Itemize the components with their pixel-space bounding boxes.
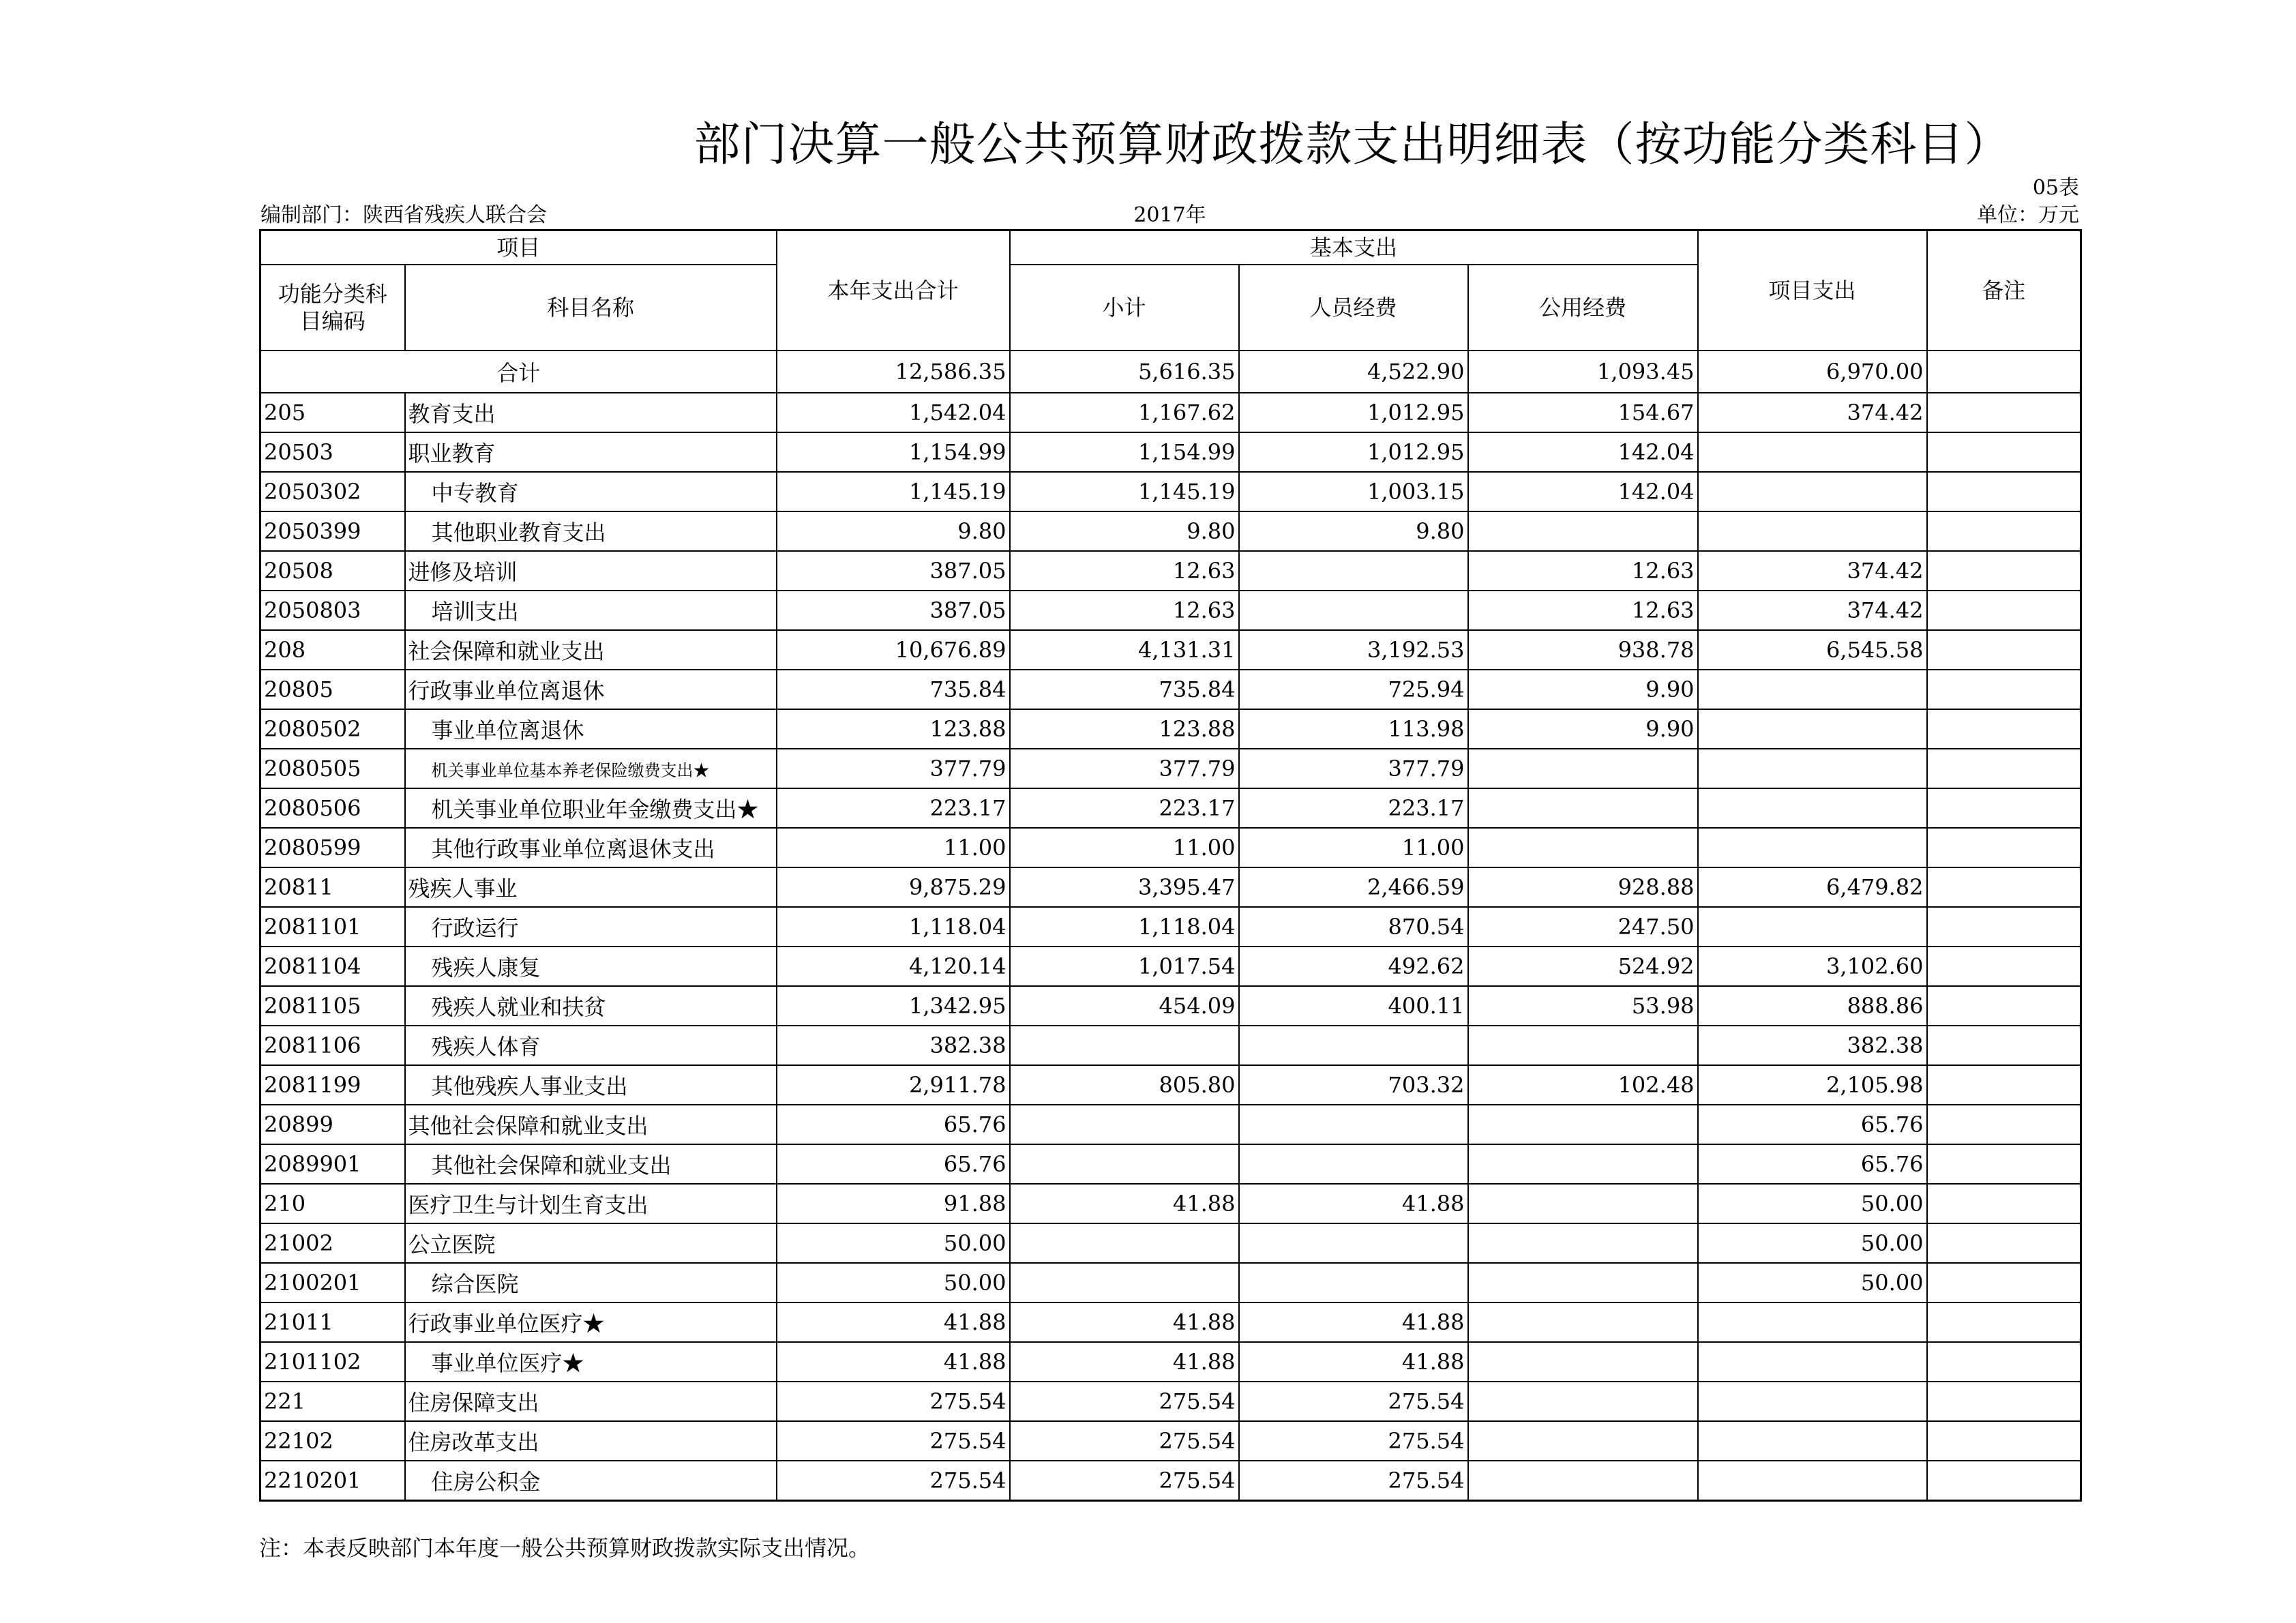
cell-project-exp: 6,545.58 bbox=[1698, 630, 1927, 670]
cell-total: 735.84 bbox=[777, 670, 1010, 709]
table-row bbox=[260, 1184, 2081, 1223]
header-basic: 基本支出 bbox=[1010, 230, 1698, 265]
cell-code: 2081104 bbox=[260, 947, 405, 986]
cell-project-exp: 374.42 bbox=[1698, 551, 1927, 591]
cell-public bbox=[1468, 1105, 1698, 1144]
cell-name: 中专教育 bbox=[405, 472, 777, 511]
cell-public bbox=[1468, 1421, 1698, 1461]
cell-public: 9.90 bbox=[1468, 670, 1698, 709]
cell-remark bbox=[1927, 393, 2081, 432]
cell-subtotal: 1,145.19 bbox=[1010, 472, 1239, 511]
cell-name: 事业单位医疗★ bbox=[405, 1342, 777, 1382]
table-row bbox=[260, 670, 2081, 709]
cell-personnel bbox=[1239, 1144, 1468, 1184]
cell-name: 培训支出 bbox=[405, 591, 777, 630]
cell-name: 社会保障和就业支出 bbox=[405, 630, 777, 670]
cell-subtotal: 735.84 bbox=[1010, 670, 1239, 709]
cell-subtotal bbox=[1010, 1144, 1239, 1184]
cell-project-exp: 65.76 bbox=[1698, 1105, 1927, 1144]
table-row bbox=[260, 1065, 2081, 1105]
cell-subtotal: 41.88 bbox=[1010, 1342, 1239, 1382]
cell-public bbox=[1468, 1263, 1698, 1302]
cell-subtotal bbox=[1010, 1223, 1239, 1263]
cell-code: 2080599 bbox=[260, 828, 405, 867]
cell-name: 行政事业单位离退休 bbox=[405, 670, 777, 709]
cell-name: 机关事业单位基本养老保险缴费支出★ bbox=[405, 749, 777, 788]
cell-code: 2050302 bbox=[260, 472, 405, 511]
cell-total: 1,145.19 bbox=[777, 472, 1010, 511]
cell-code: 20811 bbox=[260, 867, 405, 907]
cell-public bbox=[1468, 1461, 1698, 1501]
cell-code: 20508 bbox=[260, 551, 405, 591]
cell-name: 其他职业教育支出 bbox=[405, 511, 777, 551]
cell-total: 2,911.78 bbox=[777, 1065, 1010, 1105]
cell-remark bbox=[1927, 1105, 2081, 1144]
cell-public: 12.63 bbox=[1468, 551, 1698, 591]
cell-remark bbox=[1927, 986, 2081, 1026]
cell-subtotal: 41.88 bbox=[1010, 1184, 1239, 1223]
cell-public bbox=[1468, 1302, 1698, 1342]
cell-personnel: 223.17 bbox=[1239, 788, 1468, 828]
cell-total: 1,154.99 bbox=[777, 432, 1010, 472]
cell-name: 职业教育 bbox=[405, 432, 777, 472]
header-total: 本年支出合计 bbox=[777, 230, 1010, 351]
cell-subtotal: 11.00 bbox=[1010, 828, 1239, 867]
cell-code: 2081106 bbox=[260, 1026, 405, 1065]
table-row bbox=[260, 1263, 2081, 1302]
cell-code: 205 bbox=[260, 393, 405, 432]
cell-code: 2080506 bbox=[260, 788, 405, 828]
cell-name: 机关事业单位职业年金缴费支出★ bbox=[405, 788, 777, 828]
table-row bbox=[260, 432, 2081, 472]
cell-personnel: 725.94 bbox=[1239, 670, 1468, 709]
cell-public bbox=[1468, 749, 1698, 788]
cell-name: 行政运行 bbox=[405, 907, 777, 947]
table-row bbox=[260, 1302, 2081, 1342]
cell-code: 20899 bbox=[260, 1105, 405, 1144]
cell-name: 行政事业单位医疗★ bbox=[405, 1302, 777, 1342]
table-row bbox=[260, 472, 2081, 511]
cell-project-exp: 888.86 bbox=[1698, 986, 1927, 1026]
cell-public bbox=[1468, 1144, 1698, 1184]
year-label: 2017年 bbox=[1133, 203, 1206, 227]
table-number: 05表 bbox=[2032, 176, 2079, 200]
cell-personnel bbox=[1239, 1026, 1468, 1065]
header-subtotal: 小计 bbox=[1010, 265, 1239, 351]
cell-project-exp bbox=[1698, 1342, 1927, 1382]
cell-remark bbox=[1927, 551, 2081, 591]
cell-total: 387.05 bbox=[777, 591, 1010, 630]
cell-code: 22102 bbox=[260, 1421, 405, 1461]
cell-subtotal: 1,154.99 bbox=[1010, 432, 1239, 472]
cell-public bbox=[1468, 1223, 1698, 1263]
cell-subtotal: 41.88 bbox=[1010, 1302, 1239, 1342]
table-row bbox=[260, 828, 2081, 867]
cell-subtotal: 3,395.47 bbox=[1010, 867, 1239, 907]
cell-total: 65.76 bbox=[777, 1144, 1010, 1184]
table-row bbox=[260, 709, 2081, 749]
cell-code: 2101102 bbox=[260, 1342, 405, 1382]
cell-public bbox=[1468, 828, 1698, 867]
cell-subtotal: 12.63 bbox=[1010, 591, 1239, 630]
cell-code: 208 bbox=[260, 630, 405, 670]
cell-personnel: 9.80 bbox=[1239, 511, 1468, 551]
table-row bbox=[260, 749, 2081, 788]
table-row bbox=[260, 1461, 2081, 1501]
cell-personnel: 1,012.95 bbox=[1239, 432, 1468, 472]
header-name: 科目名称 bbox=[405, 265, 777, 351]
header-project: 项目 bbox=[260, 230, 777, 265]
cell-total: 275.54 bbox=[777, 1382, 1010, 1421]
cell-personnel: 11.00 bbox=[1239, 828, 1468, 867]
cell-name: 残疾人康复 bbox=[405, 947, 777, 986]
cell-remark bbox=[1927, 1184, 2081, 1223]
cell-project-exp bbox=[1698, 709, 1927, 749]
cell-project-exp: 3,102.60 bbox=[1698, 947, 1927, 986]
cell-public bbox=[1468, 511, 1698, 551]
cell-name: 其他残疾人事业支出 bbox=[405, 1065, 777, 1105]
cell-total: 11.00 bbox=[777, 828, 1010, 867]
cell-subtotal: 223.17 bbox=[1010, 788, 1239, 828]
cell-subtotal: 454.09 bbox=[1010, 986, 1239, 1026]
cell-subtotal bbox=[1010, 1263, 1239, 1302]
cell-code: 21002 bbox=[260, 1223, 405, 1263]
table-row bbox=[260, 986, 2081, 1026]
cell-name: 残疾人就业和扶贫 bbox=[405, 986, 777, 1026]
cell-public: 247.50 bbox=[1468, 907, 1698, 947]
cell-remark bbox=[1927, 1302, 2081, 1342]
cell-project-exp bbox=[1698, 670, 1927, 709]
cell-total: 387.05 bbox=[777, 551, 1010, 591]
cell-total: 9.80 bbox=[777, 511, 1010, 551]
cell-total: 1,342.95 bbox=[777, 986, 1010, 1026]
cell-subtotal: 1,167.62 bbox=[1010, 393, 1239, 432]
cell-remark bbox=[1927, 1144, 2081, 1184]
cell-total: 50.00 bbox=[777, 1263, 1010, 1302]
cell-code: 21011 bbox=[260, 1302, 405, 1342]
cell-personnel: 41.88 bbox=[1239, 1184, 1468, 1223]
cell-project-exp: 374.42 bbox=[1698, 591, 1927, 630]
cell-project-exp: 2,105.98 bbox=[1698, 1065, 1927, 1105]
cell-subtotal: 123.88 bbox=[1010, 709, 1239, 749]
cell-code: 20503 bbox=[260, 432, 405, 472]
cell-personnel bbox=[1239, 591, 1468, 630]
cell-public: 938.78 bbox=[1468, 630, 1698, 670]
cell-remark bbox=[1927, 749, 2081, 788]
table-row bbox=[260, 1342, 2081, 1382]
cell-personnel: 41.88 bbox=[1239, 1302, 1468, 1342]
table-row bbox=[260, 630, 2081, 670]
cell-subtotal: 275.54 bbox=[1010, 1461, 1239, 1501]
cell-public: 142.04 bbox=[1468, 432, 1698, 472]
cell-public bbox=[1468, 1342, 1698, 1382]
cell-public bbox=[1468, 1184, 1698, 1223]
cell-name: 其他社会保障和就业支出 bbox=[405, 1144, 777, 1184]
meta-line bbox=[260, 202, 2079, 229]
cell-public: 142.04 bbox=[1468, 472, 1698, 511]
cell-personnel: 275.54 bbox=[1239, 1461, 1468, 1501]
cell-code: 2050803 bbox=[260, 591, 405, 630]
cell-total: 9,875.29 bbox=[777, 867, 1010, 907]
cell-subtotal: 1,118.04 bbox=[1010, 907, 1239, 947]
cell-code: 2080505 bbox=[260, 749, 405, 788]
cell-subtotal: 805.80 bbox=[1010, 1065, 1239, 1105]
cell-name: 住房改革支出 bbox=[405, 1421, 777, 1461]
cell-total: 50.00 bbox=[777, 1223, 1010, 1263]
cell-project-exp bbox=[1698, 1302, 1927, 1342]
cell-name: 医疗卫生与计划生育支出 bbox=[405, 1184, 777, 1223]
cell-subtotal: 9.80 bbox=[1010, 511, 1239, 551]
cell-subtotal: 1,017.54 bbox=[1010, 947, 1239, 986]
cell-code: 2100201 bbox=[260, 1263, 405, 1302]
cell-total: 377.79 bbox=[777, 749, 1010, 788]
cell-name: 其他行政事业单位离退休支出 bbox=[405, 828, 777, 867]
unit-label: 单位：万元 bbox=[1977, 203, 2079, 227]
header-remark: 备注 bbox=[1927, 230, 2081, 351]
total-project-exp: 6,970.00 bbox=[1698, 351, 1927, 393]
cell-project-exp bbox=[1698, 907, 1927, 947]
cell-remark bbox=[1927, 1421, 2081, 1461]
cell-project-exp: 382.38 bbox=[1698, 1026, 1927, 1065]
cell-code: 2081199 bbox=[260, 1065, 405, 1105]
cell-project-exp bbox=[1698, 1421, 1927, 1461]
cell-public: 12.63 bbox=[1468, 591, 1698, 630]
cell-project-exp bbox=[1698, 828, 1927, 867]
cell-total: 382.38 bbox=[777, 1026, 1010, 1065]
total-label: 合计 bbox=[260, 351, 777, 393]
cell-name: 住房公积金 bbox=[405, 1461, 777, 1501]
cell-name: 公立医院 bbox=[405, 1223, 777, 1263]
header-project-exp: 项目支出 bbox=[1698, 230, 1927, 351]
cell-remark bbox=[1927, 828, 2081, 867]
cell-name: 综合医院 bbox=[405, 1263, 777, 1302]
cell-code: 2210201 bbox=[260, 1461, 405, 1501]
total-total: 12,586.35 bbox=[777, 351, 1010, 393]
cell-personnel: 41.88 bbox=[1239, 1342, 1468, 1382]
page-title: 部门决算一般公共预算财政拨款支出明细表（按功能分类科目） bbox=[694, 118, 2012, 172]
cell-remark bbox=[1927, 591, 2081, 630]
table-row bbox=[260, 1105, 2081, 1144]
table-row bbox=[260, 867, 2081, 907]
cell-project-exp bbox=[1698, 1461, 1927, 1501]
cell-code: 2089901 bbox=[260, 1144, 405, 1184]
cell-remark bbox=[1927, 709, 2081, 749]
cell-remark bbox=[1927, 670, 2081, 709]
cell-remark bbox=[1927, 907, 2081, 947]
header-code: 功能分类科目编码 bbox=[260, 265, 405, 351]
cell-public bbox=[1468, 1026, 1698, 1065]
cell-remark bbox=[1927, 1382, 2081, 1421]
table-row bbox=[260, 1382, 2081, 1421]
cell-total: 91.88 bbox=[777, 1184, 1010, 1223]
cell-project-exp: 65.76 bbox=[1698, 1144, 1927, 1184]
cell-subtotal: 377.79 bbox=[1010, 749, 1239, 788]
cell-personnel: 3,192.53 bbox=[1239, 630, 1468, 670]
table-row bbox=[260, 907, 2081, 947]
cell-personnel: 492.62 bbox=[1239, 947, 1468, 986]
cell-remark bbox=[1927, 630, 2081, 670]
cell-public: 154.67 bbox=[1468, 393, 1698, 432]
cell-personnel bbox=[1239, 551, 1468, 591]
cell-code: 2080502 bbox=[260, 709, 405, 749]
table-row bbox=[260, 1223, 2081, 1263]
cell-personnel: 275.54 bbox=[1239, 1421, 1468, 1461]
cell-total: 123.88 bbox=[777, 709, 1010, 749]
cell-remark bbox=[1927, 432, 2081, 472]
cell-project-exp: 374.42 bbox=[1698, 393, 1927, 432]
cell-public: 928.88 bbox=[1468, 867, 1698, 907]
cell-public: 524.92 bbox=[1468, 947, 1698, 986]
cell-remark bbox=[1927, 1223, 2081, 1263]
cell-name: 其他社会保障和就业支出 bbox=[405, 1105, 777, 1144]
table-row bbox=[260, 591, 2081, 630]
cell-total: 65.76 bbox=[777, 1105, 1010, 1144]
cell-total: 275.54 bbox=[777, 1461, 1010, 1501]
total-row bbox=[260, 351, 2081, 393]
cell-code: 2050399 bbox=[260, 511, 405, 551]
header-public: 公用经费 bbox=[1468, 265, 1698, 351]
cell-personnel bbox=[1239, 1263, 1468, 1302]
cell-public bbox=[1468, 1382, 1698, 1421]
table-row bbox=[260, 1144, 2081, 1184]
cell-code: 2081105 bbox=[260, 986, 405, 1026]
cell-project-exp bbox=[1698, 432, 1927, 472]
cell-total: 275.54 bbox=[777, 1421, 1010, 1461]
total-public: 1,093.45 bbox=[1468, 351, 1698, 393]
cell-subtotal: 275.54 bbox=[1010, 1421, 1239, 1461]
total-subtotal: 5,616.35 bbox=[1010, 351, 1239, 393]
cell-total: 41.88 bbox=[777, 1302, 1010, 1342]
cell-total: 41.88 bbox=[777, 1342, 1010, 1382]
cell-total: 223.17 bbox=[777, 788, 1010, 828]
cell-personnel: 1,012.95 bbox=[1239, 393, 1468, 432]
cell-remark bbox=[1927, 1026, 2081, 1065]
dept-label: 编制部门：陕西省残疾人联合会 bbox=[260, 203, 547, 227]
cell-project-exp bbox=[1698, 788, 1927, 828]
cell-name: 事业单位离退休 bbox=[405, 709, 777, 749]
table-row bbox=[260, 1026, 2081, 1065]
cell-project-exp bbox=[1698, 511, 1927, 551]
cell-remark bbox=[1927, 1461, 2081, 1501]
table-row bbox=[260, 947, 2081, 986]
cell-code: 20805 bbox=[260, 670, 405, 709]
cell-remark bbox=[1927, 867, 2081, 907]
table-row bbox=[260, 1421, 2081, 1461]
cell-subtotal: 275.54 bbox=[1010, 1382, 1239, 1421]
cell-subtotal: 4,131.31 bbox=[1010, 630, 1239, 670]
cell-personnel bbox=[1239, 1223, 1468, 1263]
cell-public: 9.90 bbox=[1468, 709, 1698, 749]
cell-project-exp: 6,479.82 bbox=[1698, 867, 1927, 907]
cell-personnel: 703.32 bbox=[1239, 1065, 1468, 1105]
expenditure-table bbox=[259, 229, 2082, 1502]
total-personnel: 4,522.90 bbox=[1239, 351, 1468, 393]
cell-personnel: 377.79 bbox=[1239, 749, 1468, 788]
cell-remark bbox=[1927, 1263, 2081, 1302]
cell-project-exp bbox=[1698, 749, 1927, 788]
cell-remark bbox=[1927, 1065, 2081, 1105]
cell-personnel: 2,466.59 bbox=[1239, 867, 1468, 907]
total-remark bbox=[1927, 351, 2081, 393]
cell-remark bbox=[1927, 1342, 2081, 1382]
cell-total: 4,120.14 bbox=[777, 947, 1010, 986]
cell-remark bbox=[1927, 511, 2081, 551]
cell-name: 进修及培训 bbox=[405, 551, 777, 591]
cell-project-exp bbox=[1698, 1382, 1927, 1421]
cell-project-exp bbox=[1698, 472, 1927, 511]
cell-name: 住房保障支出 bbox=[405, 1382, 777, 1421]
cell-project-exp: 50.00 bbox=[1698, 1184, 1927, 1223]
cell-personnel: 1,003.15 bbox=[1239, 472, 1468, 511]
cell-subtotal bbox=[1010, 1026, 1239, 1065]
cell-name: 残疾人事业 bbox=[405, 867, 777, 907]
cell-code: 221 bbox=[260, 1382, 405, 1421]
cell-personnel: 870.54 bbox=[1239, 907, 1468, 947]
cell-subtotal bbox=[1010, 1105, 1239, 1144]
cell-total: 1,118.04 bbox=[777, 907, 1010, 947]
footnote: 注：本表反映部门本年度一般公共预算财政拨款实际支出情况。 bbox=[259, 1535, 871, 1561]
table-row bbox=[260, 393, 2081, 432]
cell-project-exp: 50.00 bbox=[1698, 1223, 1927, 1263]
table-row bbox=[260, 551, 2081, 591]
cell-total: 1,542.04 bbox=[777, 393, 1010, 432]
table-row bbox=[260, 511, 2081, 551]
cell-remark bbox=[1927, 472, 2081, 511]
table-row bbox=[260, 788, 2081, 828]
cell-public: 102.48 bbox=[1468, 1065, 1698, 1105]
cell-remark bbox=[1927, 788, 2081, 828]
cell-personnel: 275.54 bbox=[1239, 1382, 1468, 1421]
cell-total: 10,676.89 bbox=[777, 630, 1010, 670]
cell-code: 2081101 bbox=[260, 907, 405, 947]
header-personnel: 人员经费 bbox=[1239, 265, 1468, 351]
cell-remark bbox=[1927, 947, 2081, 986]
cell-public bbox=[1468, 788, 1698, 828]
cell-name: 教育支出 bbox=[405, 393, 777, 432]
cell-project-exp: 50.00 bbox=[1698, 1263, 1927, 1302]
cell-personnel: 400.11 bbox=[1239, 986, 1468, 1026]
cell-personnel bbox=[1239, 1105, 1468, 1144]
cell-personnel: 113.98 bbox=[1239, 709, 1468, 749]
cell-public: 53.98 bbox=[1468, 986, 1698, 1026]
cell-subtotal: 12.63 bbox=[1010, 551, 1239, 591]
cell-name: 残疾人体育 bbox=[405, 1026, 777, 1065]
cell-code: 210 bbox=[260, 1184, 405, 1223]
